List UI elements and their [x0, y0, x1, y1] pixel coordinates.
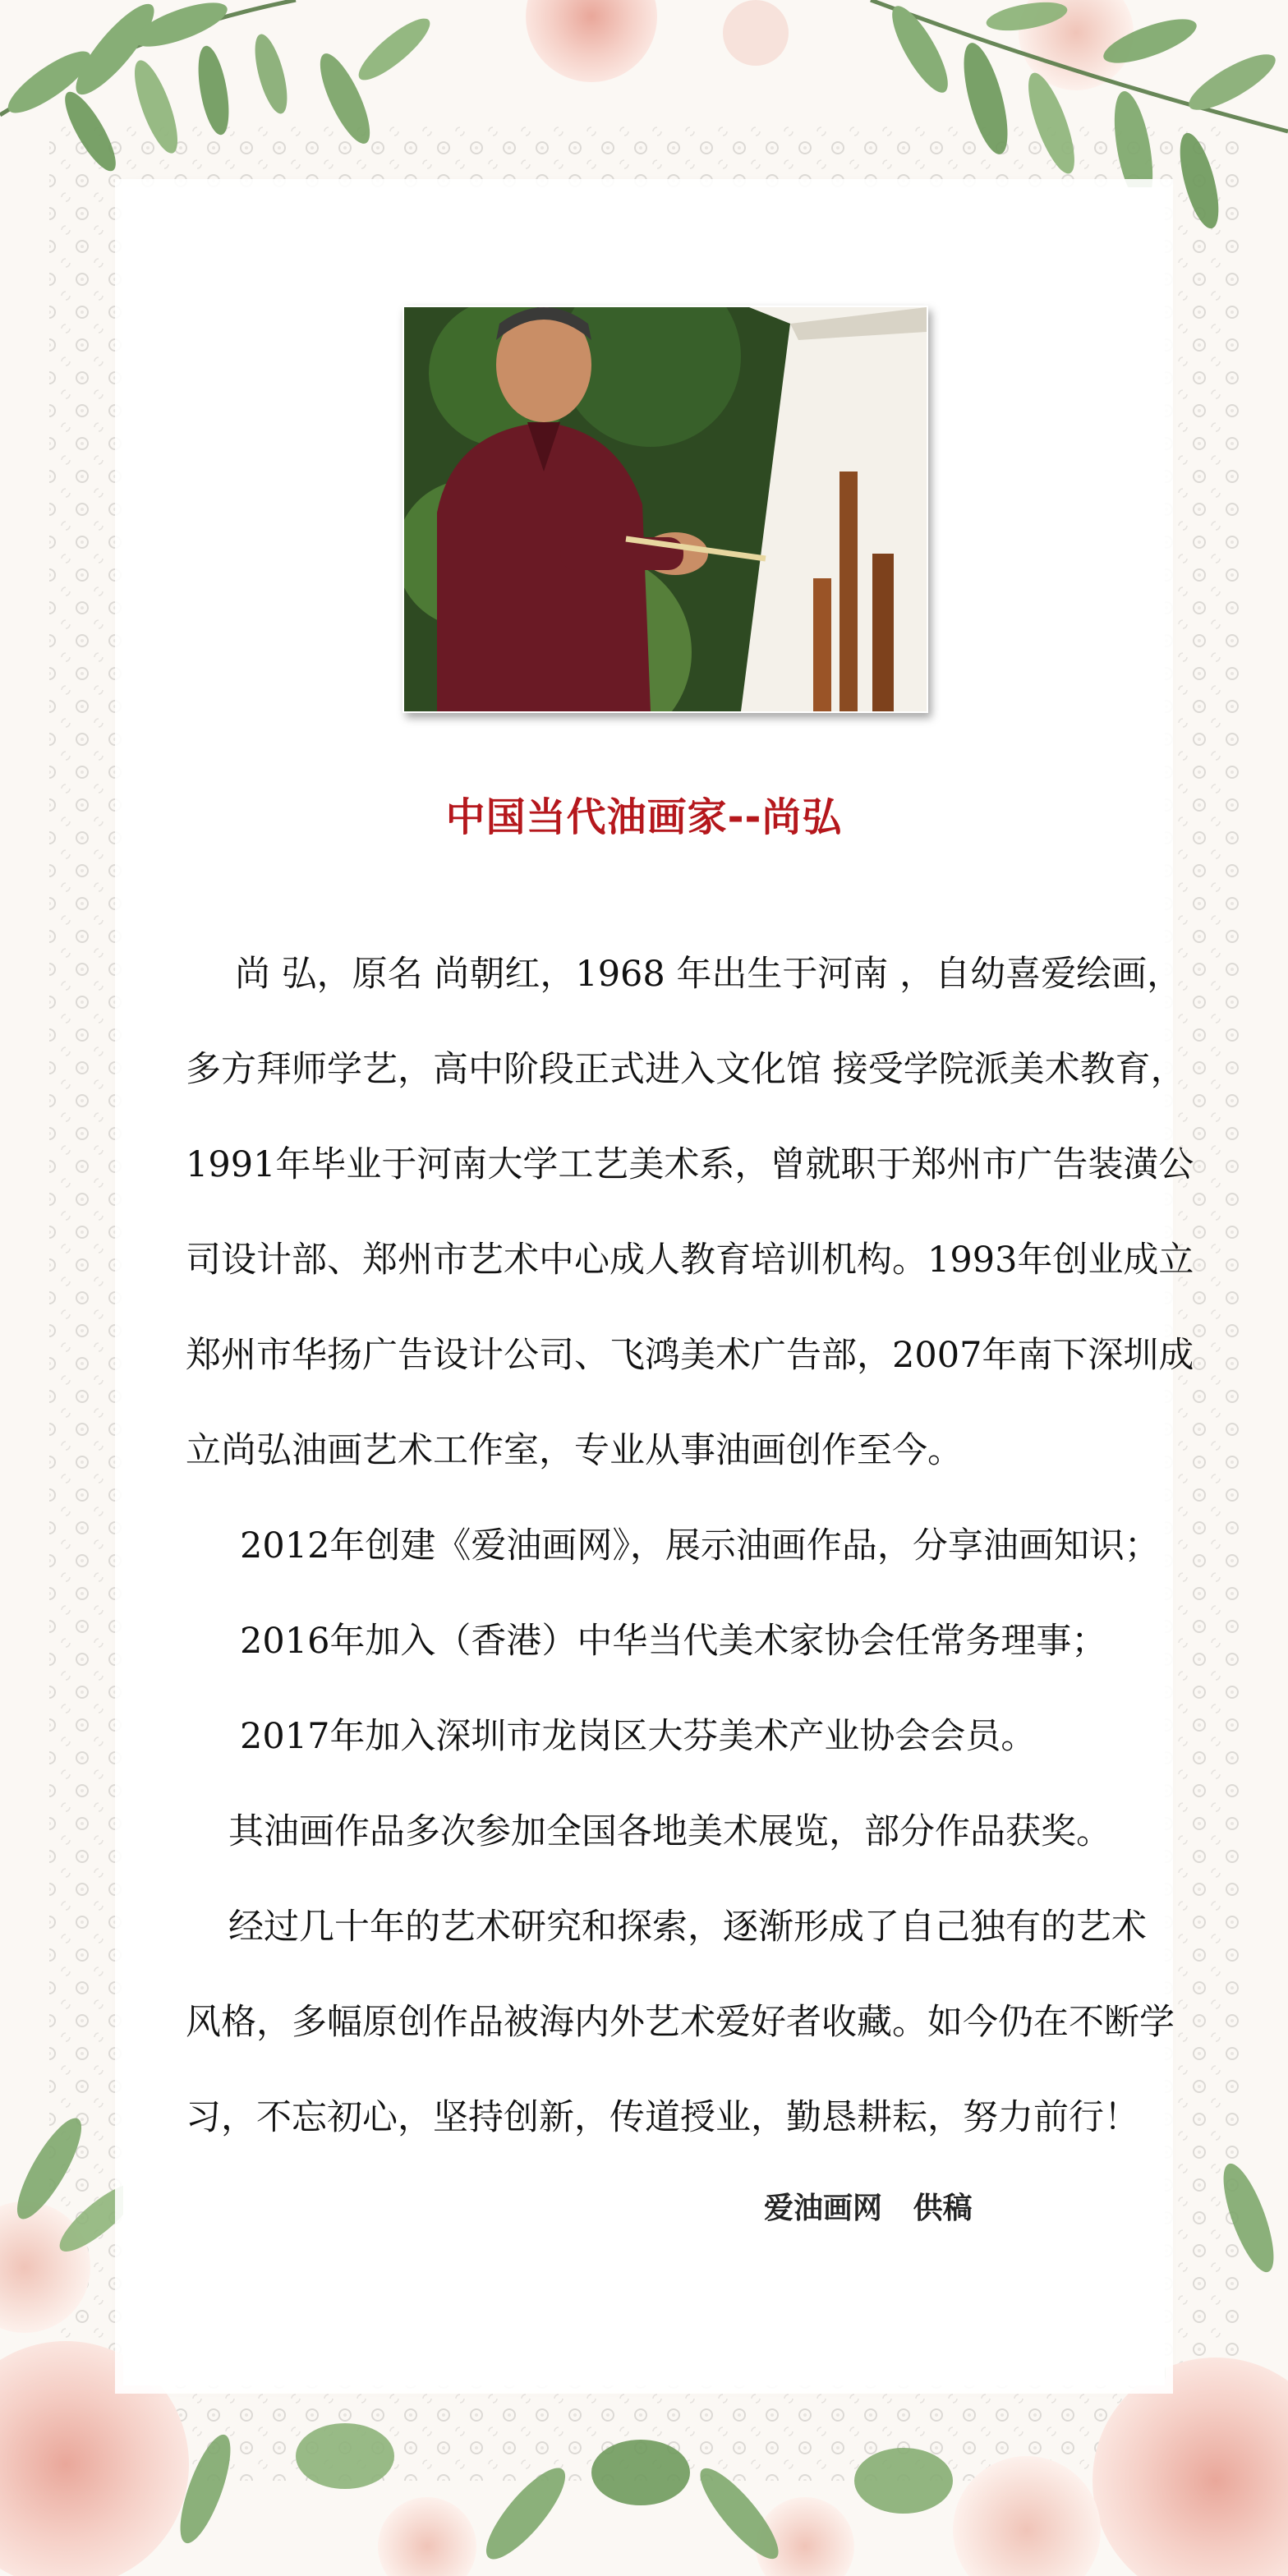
- milestone-line: 2016年加入（香港）中华当代美术家协会任常务理事；: [240, 1621, 1107, 1662]
- bio-line: 习，不忘初心，坚持创新，传道授业，勤恳耕耘，努力前行！: [186, 2097, 1139, 2138]
- credit-line: 爱油画网 供稿: [764, 2191, 973, 2225]
- milestone-line: 2012年创建《爱油画网》，展示油画作品，分享油画知识；: [240, 1525, 1160, 1566]
- bio-line: 多方拜师学艺，高中阶段正式进入文化馆 接受学院派美术教育，: [186, 1049, 1186, 1090]
- bio-line: 司设计部、郑州市艺术中心成人教育培训机构。1993年创业成立: [186, 1240, 1194, 1281]
- artist-photo: [402, 306, 928, 713]
- artist-biography: [186, 927, 1194, 2165]
- bio-line: 立尚弘油画艺术工作室，专业从事油画创作至今。: [186, 1430, 963, 1471]
- bio-line: 尚 弘，原名 尚朝红，1968 年出生于河南 ，自幼喜爱绘画，: [235, 954, 1183, 995]
- page-title: 中国当代油画家--尚弘: [445, 794, 843, 840]
- milestone-line: 2017年加入深圳市龙岗区大芬美术产业协会会员。: [240, 1716, 1037, 1757]
- exhibition-line: 其油画作品多次参加全国各地美术展览，部分作品获奖。: [228, 1811, 1111, 1852]
- bio-line: 风格，多幅原创作品被海内外艺术爱好者收藏。如今仍在不断学: [186, 2002, 1175, 2043]
- bio-line: 经过几十年的艺术研究和探索，逐渐形成了自己独有的艺术: [228, 1907, 1147, 1948]
- bio-line: 郑州市华扬广告设计公司、飞鸿美术广告部，2007年南下深圳成: [186, 1335, 1194, 1376]
- bio-line: 1991年毕业于河南大学工艺美术系，曾就职于郑州市广告装潢公: [186, 1144, 1194, 1185]
